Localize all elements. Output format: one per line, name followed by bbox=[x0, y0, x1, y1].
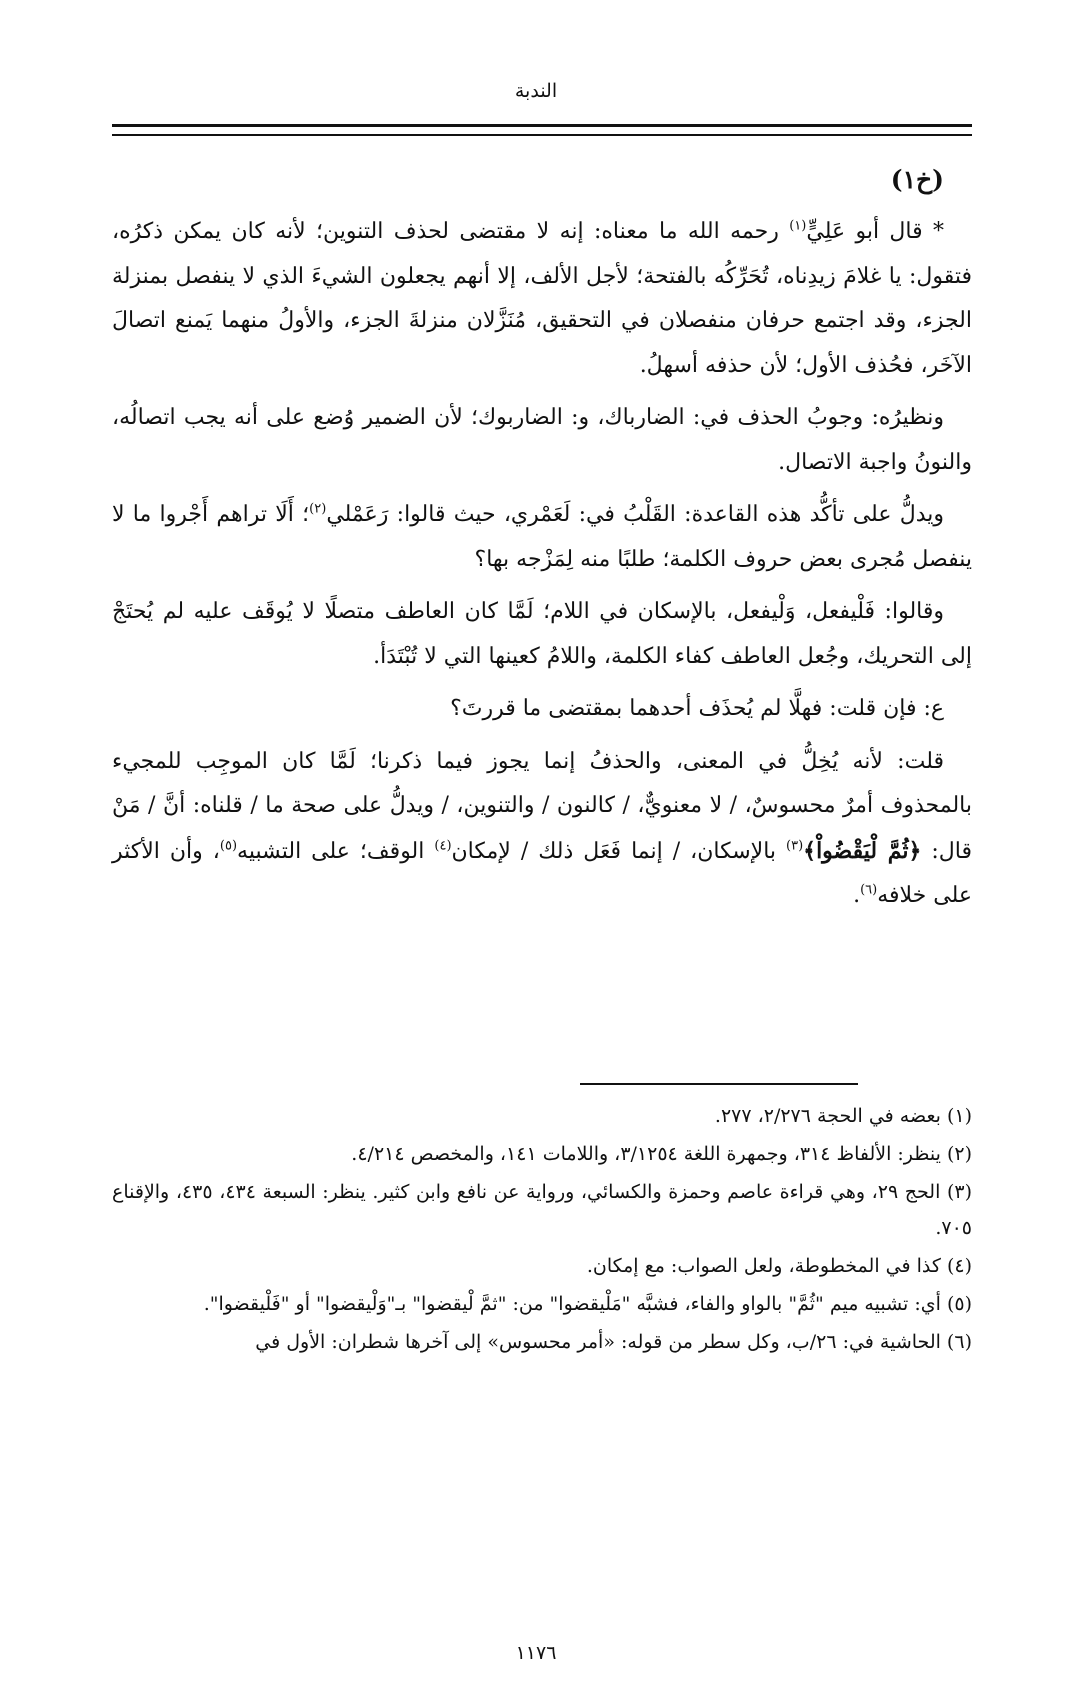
paragraph-2: ونظيرُه: وجوبُ الحذف في: الضارباك، و: الضاربوك؛ لأن الضمير وُضع على أنه يجب اتصالُه، والنونُ واجبة الاتصال. bbox=[112, 405, 972, 475]
footnote-separator bbox=[580, 1083, 858, 1085]
paragraph-text: الوقف؛ على التشبيه bbox=[237, 838, 435, 864]
paragraph-text: قلت: لأنه يُخِلُّ في المعنى، والحذفُ إنما يجوز فيما ذكرنا؛ لَمَّا كان الموجِب للمجيء بالمحذوف أمرٌ محسوسٌ، / لا معنويٌّ، / كالنون / والتنوين، / ويدلُّ على صحة ما / قلناه: أنَّ / مَنْ قال: bbox=[112, 748, 973, 864]
paragraph-3 bbox=[112, 493, 972, 582]
section-label: (خ١) bbox=[890, 165, 944, 194]
footnote-1: (١) بعضه في الحجة ٢/٢٧٦، ٢٧٧. bbox=[714, 1105, 972, 1127]
paragraph-text: ؛ أَلَا تراهم أَجْروا ما لا ينفصل مُجرى بعض حروف الكلمة؛ طلبًا منه لِمَزْجه بها؟ bbox=[112, 502, 972, 572]
footnote-4: (٤) كذا في المخطوطة، ولعل الصواب: مع إمكان. bbox=[586, 1255, 972, 1277]
footnote-ref-6: (٦) bbox=[860, 882, 878, 898]
paragraph-text: رحمه الله ما معناه: إنه لا مقتضى لحذف التنوين؛ لأنه كان يمكن ذكرُه، فتقول: يا غلامَ زيدِناه، تُحَرِّكُه بالفتحة؛ لأجل الألف، إلا أنهم يجعلون الشيءَ الذي لا ينفصل بمنزلة الجزء، وقد اجتمع حرفان منفصلان في التحقيق، مُنَزَّلان منزلةَ الجزء، والأولُ منهما يَمنع اتصالَ الآخَر، فحُذف الأول؛ لأن حذفه أسهلُ. bbox=[112, 219, 972, 378]
header-rule-thick bbox=[112, 124, 972, 127]
paragraph-6 bbox=[112, 740, 972, 919]
footnote-ref-2: (٢) bbox=[309, 501, 327, 517]
footnote-2: (٢) ينظر: الألفاظ ٣١٤، وجمهرة اللغة ٣/١٢٥٤، واللامات ١٤١، والمخصص ٤/٢١٤. bbox=[351, 1143, 972, 1165]
paragraph-text: * قال أبو عَلِيٍّ bbox=[806, 219, 945, 244]
footnotes bbox=[112, 1098, 972, 1362]
footnote-ref-5: (٥) bbox=[219, 838, 238, 854]
footnote-3: (٣) الحج ٢٩، وهي قراءة عاصم وحمزة والكسائي، ورواية عن نافع وابن كثير. ينظر: السبعة ٤٣٤، ٤٣٥، والإقناع ٧٠٥. bbox=[112, 1181, 973, 1239]
paragraph-4: وقالوا: فَلْيفعل، وَلْيفعل، بالإسكان في اللام؛ لَمَّا كان العاطف متصلًا لا يُوقَف عليه لم يُحتَجْ إلى التحريك، وجُعل العاطف كفاء الكلمة، واللامُ كعينها التي لا تُبْتَدَأ. bbox=[112, 599, 972, 669]
footnote-ref-3: (٣) bbox=[786, 838, 804, 854]
main-text bbox=[112, 158, 972, 927]
quran-quote: ﴿ثُمَّ لْيَقْضُواْ﴾ bbox=[803, 837, 922, 864]
footnote-5: (٥) أي: تشبيه ميم "ثُمَّ" بالواو والفاء، فشبَّه "مَلْيقضوا" من: "ثمَّ لْيقضوا" بـ"وَلْيقضوا" أو "فَلْيقضوا". bbox=[203, 1293, 972, 1315]
paragraph-1 bbox=[112, 210, 972, 388]
paragraph-text: ، وأن الأكثر على خلافه bbox=[112, 838, 972, 908]
header-rule-thin bbox=[112, 134, 972, 136]
paragraph-text: ويدلُّ على تأكُّد هذه القاعدة: القَلْبُ في: لَعَمْري، حيث قالوا: رَعَمْلي bbox=[326, 502, 945, 527]
paragraph-5: ع: فإن قلت: فهلَّا لم يُحذَف أحدهما بمقتضى ما قررتَ؟ bbox=[450, 696, 944, 721]
paragraph-text: . bbox=[853, 883, 861, 908]
footnote-6: (٦) الحاشية في: ٢٦/ب، وكل سطر من قوله: «أمر محسوس» إلى آخرها شطران: الأول في bbox=[255, 1331, 972, 1353]
page-number: ١١٧٦ bbox=[515, 1642, 557, 1664]
footnote-ref-1: (١) bbox=[789, 218, 807, 234]
paragraph-text: بالإسكان، / إنما فَعَل ذلك / لإمكان bbox=[451, 838, 787, 864]
footnote-ref-4: (٤) bbox=[434, 838, 452, 854]
running-title: الندبة bbox=[514, 80, 558, 102]
